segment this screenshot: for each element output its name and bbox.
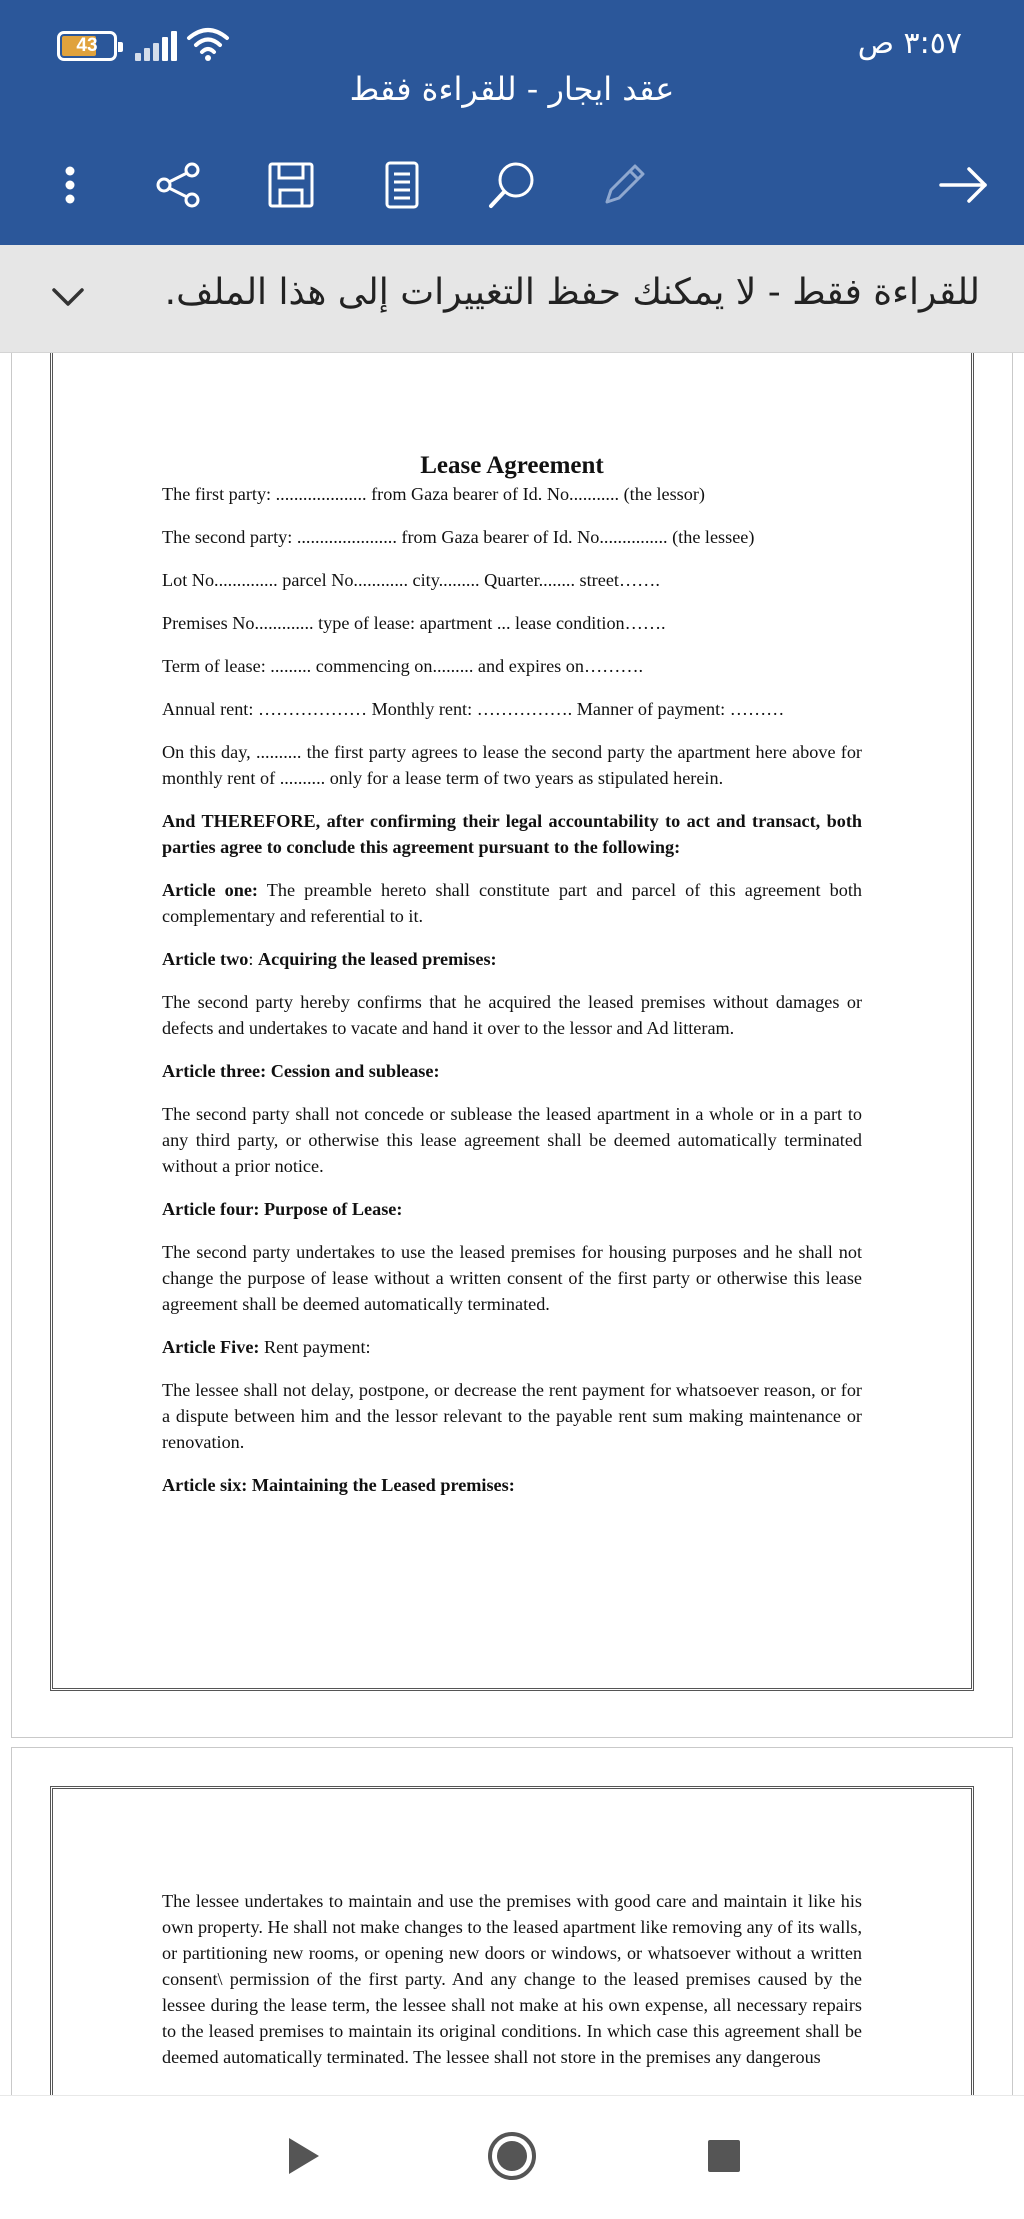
document-heading: Lease Agreement	[420, 452, 604, 479]
document-page	[11, 353, 1013, 1738]
article-three-heading: Article three: Cession and sublease:	[162, 1061, 440, 1081]
read-only-message: للقراءة فقط - لا يمكنك حفظ التغييرات إلى هذا الملف.	[164, 272, 980, 313]
document-viewport[interactable]	[0, 353, 1024, 2095]
home-icon[interactable]	[482, 2126, 542, 2186]
article-two-heading: Article two: Acquiring the leased premises:	[162, 949, 497, 969]
document-page-2	[11, 1747, 1013, 2095]
stop-icon[interactable]	[694, 2126, 754, 2186]
search-icon[interactable]	[485, 158, 539, 212]
article-one-text: The preamble hereto shall constitute part and parcel of this agreement both complementary and referential to it.	[162, 880, 862, 926]
first-party-line: The first party: .................... from Gaza bearer of Id. No........... (the lessor)	[162, 484, 705, 504]
article-four-heading: Article four: Purpose of Lease:	[162, 1199, 403, 1219]
app-bar	[0, 0, 1024, 245]
more-icon[interactable]	[43, 158, 97, 212]
toolbar	[0, 150, 1024, 216]
play-icon[interactable]	[273, 2126, 333, 2186]
therefore-paragraph: And THEREFORE, after confirming their legal accountability to act and transact, both parties agree to conclude this agreement pursuant to the following:	[162, 811, 862, 857]
article-six-text: The lessee undertakes to maintain and use the premises with good care and maintain it like his own property. He shall not make changes to the leased apartment like removing any of its walls, or partitioning new rooms, or opening new doors or windows, or whatsoever without a written consent\ permission of the first party. And any change to the leased premises caused by the lessee during the lease term, the lessee shall not make at his own expense, all necessary repairs to the leased premises to maintain its original conditions. In which case this agreement shall be deemed automatically terminated. The lessee shall not store in the premises any dangerous	[162, 1891, 862, 2067]
chevron-down-icon[interactable]	[46, 275, 90, 319]
article-two-text: The second party hereby confirms that he acquired the leased premises without damages or defects and undertakes to vacate and hand it over to the lessor and Ad litteram.	[162, 992, 862, 1038]
article-one	[162, 877, 862, 929]
article-one-label: Article one:	[162, 880, 258, 900]
second-party-line: The second party: ...................... from Gaza bearer of Id. No............... (the lessee)	[162, 527, 755, 547]
page-content	[162, 1888, 862, 2087]
article-six-heading: Article six: Maintaining the Leased premises:	[162, 1475, 515, 1495]
reading-view-icon[interactable]	[375, 158, 429, 212]
rent-line: Annual rent: ……………… Monthly rent: ……………. Manner of payment: ………	[162, 699, 785, 719]
signal-icon	[135, 31, 177, 61]
battery-indicator	[57, 31, 117, 61]
back-arrow-icon[interactable]	[937, 158, 991, 212]
navigation-bar	[0, 2095, 1024, 2219]
battery-level: 43	[76, 35, 98, 56]
article-five-text: The lessee shall not delay, postpone, or decrease the rent payment for whatsoever reason, or for a dispute between him and the lessor relevant to the payable rent sum making maintenance or renovation.	[162, 1380, 862, 1452]
clock: ٣:٥٧ ص	[857, 26, 962, 61]
article-four-text: The second party undertakes to use the leased premises for housing purposes and he shall not change the purpose of lease without a written consent of the first party or otherwise this lease agreement shall be deemed automatically terminated.	[162, 1242, 862, 1314]
edit-icon[interactable]	[597, 158, 651, 212]
wifi-icon	[186, 26, 230, 62]
term-line: Term of lease: ......... commencing on......... and expires on……….	[162, 656, 644, 676]
lot-line: Lot No.............. parcel No............ city......... Quarter........ street…….	[162, 570, 660, 590]
save-icon[interactable]	[264, 158, 318, 212]
article-five-heading: Article Five: Rent payment:	[162, 1337, 371, 1357]
preamble-paragraph: On this day, .......... the first party agrees to lease the second party the apartment here above for monthly rent of .......... only for a lease term of two years as stipulated herein.	[162, 742, 862, 788]
document-title: عقد ايجار - للقراءة فقط	[349, 70, 675, 108]
page-content	[162, 451, 862, 1515]
read-only-banner	[0, 245, 1024, 353]
article-three-text: The second party shall not concede or sublease the leased apartment in a whole or in a part to any third party, or otherwise this lease agreement shall be deemed automatically terminated without a prior notice.	[162, 1104, 862, 1176]
premises-line: Premises No............. type of lease: apartment ... lease condition…….	[162, 613, 666, 633]
share-icon[interactable]	[151, 158, 205, 212]
